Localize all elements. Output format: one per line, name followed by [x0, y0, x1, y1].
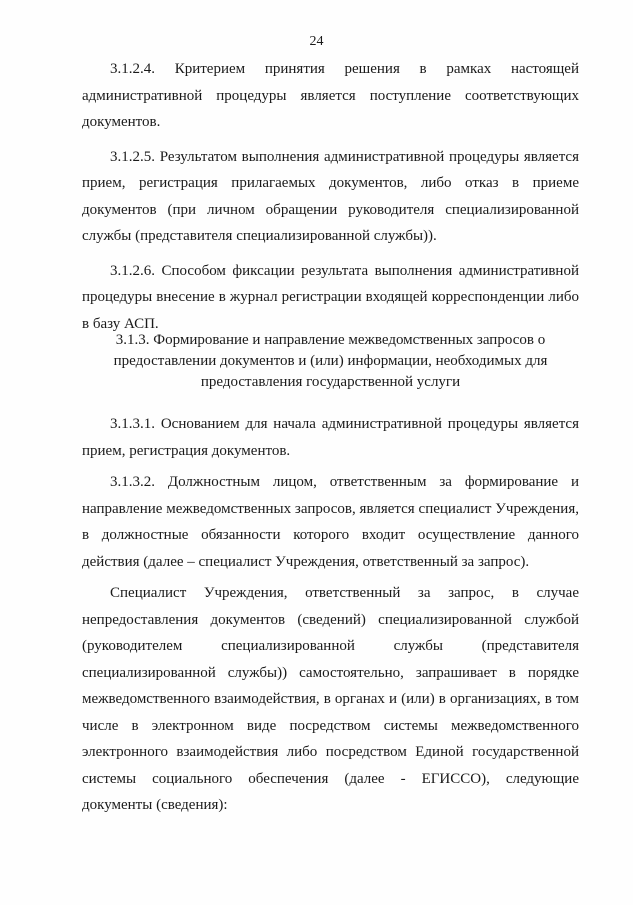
paragraph-3-1-3-1: 3.1.3.1. Основанием для начала административной процедуры является прием, регистрация документов. — [82, 416, 579, 459]
section-heading-3-1-3 — [82, 330, 579, 393]
section-heading-line: 3.1.3. Формирование и направление межведомственных запросов о — [115, 332, 546, 348]
paragraph-3-1-2-6: 3.1.2.6. Способом фиксации результата выполнения административной процедуры внесение в журнал регистрации входящей корреспонденции либо в базу АСП. — [82, 262, 579, 332]
paragraph-block-upper — [82, 56, 579, 337]
section-heading-line: предоставления государственной услуги — [200, 374, 461, 390]
paragraph-3-1-3-2: 3.1.3.2. Должностным лицом, ответственным за формирование и направление межведомственных запросов, является специалист Учреждения, в должностные обязанности которого входит осуществление данного действия (далее – специалист Учреждения, ответственный за запрос). — [82, 474, 579, 570]
paragraph-specialist: Специалист Учреждения, ответственный за запрос, в случае непредоставления документов (сведений) специализированной службой (руководителем специализированной службы (представителя специализированной службы)) самостоятельно, запрашивает в порядке межведомственного взаимодействия, в органах и (или) в организациях, в том числе в электронном виде посредством системы межведомственного электронного взаимодействия либо посредством Единой государственной системы социального обеспечения (далее - ЕГИССО), следующие документы (сведения): — [82, 585, 579, 813]
section-heading-line: предоставлении документов и (или) информации, необходимых для — [113, 353, 548, 369]
page-number: 24 — [309, 34, 324, 49]
paragraph-block-lower — [82, 411, 579, 819]
paragraph-3-1-2-4: 3.1.2.4. Критерием принятия решения в рамках настоящей административной процедуры является поступление соответствующих документов. — [82, 61, 579, 130]
paragraph-3-1-2-5: 3.1.2.5. Результатом выполнения административной процедуры является прием, регистрация прилагаемых документов, либо отказ в приеме документов (при личном обращении руководителя специализированной службы (представителя специализированной службы)). — [82, 148, 579, 244]
